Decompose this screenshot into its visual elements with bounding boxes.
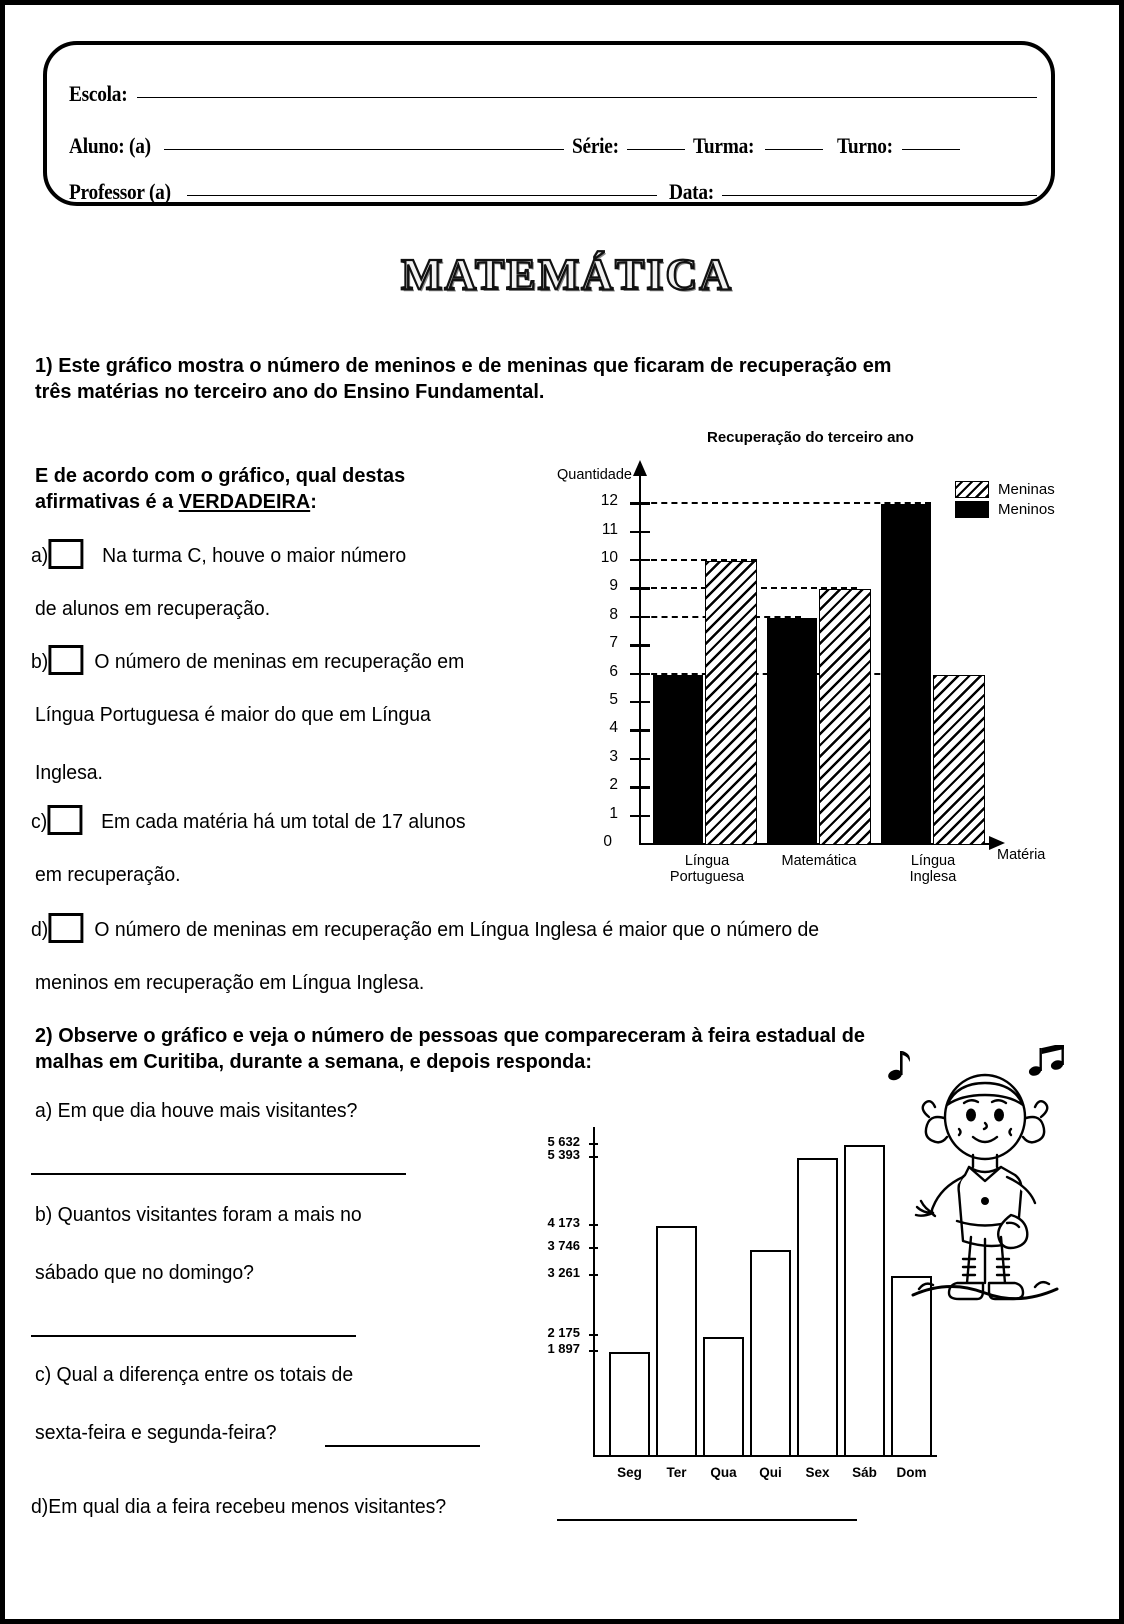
professor-label: Professor (a) [69,179,171,204]
chart1-bar-meninas-lingua-portuguesa [705,561,757,845]
question1-prompt-post: : [310,490,317,513]
question1-prompt-pre: afirmativas é a [35,490,179,513]
chart1-legend-label-meninas: Meninas [998,481,1055,498]
option-b-line3: Inglesa. [35,762,103,784]
escola-row [69,81,1037,107]
chart2-y-axis [593,1127,595,1457]
chart1-ytick-label-10: 10 [600,549,618,566]
question2-item-c-line2: sexta-feira e segunda-feira? [35,1422,277,1444]
chart1-ytick-label-5: 5 [609,691,618,708]
chart2-category-qui: Qui [759,1465,782,1480]
chart2-bar-sex [797,1158,838,1457]
chart2-bar-ter [656,1226,697,1457]
option-a-checkbox[interactable] [48,539,83,569]
data-blank[interactable] [722,195,1037,196]
question2-item-c-answer-blank[interactable] [325,1445,480,1447]
chart1-ytick-label-0: 0 [603,833,612,850]
chart2-ytick-label-5632: 5 632 [547,1134,580,1149]
option-d-letter: d) [31,919,49,941]
question1-prompt-line1: E de acordo com o gráfico, qual destas [35,464,406,487]
option-b-row [31,645,555,675]
option-d-checkbox[interactable] [48,913,83,943]
chart2-ytick-label-5393: 5 393 [547,1147,580,1163]
chart1-legend-item-meninos [955,501,1055,518]
aluno-blank[interactable] [164,149,564,150]
question2-item-b-answer-blank[interactable] [31,1335,356,1337]
option-b-checkbox[interactable] [48,645,83,675]
chart2-bar-seg [609,1352,650,1457]
option-c-line1: Em cada matéria há um total de 17 alunos [101,811,466,833]
chart1-bar-meninos-lingua-portuguesa [653,675,703,845]
chart1-ytick-3 [609,747,650,765]
chart2-ytick-label-4173: 4 173 [547,1214,580,1230]
chart2-ytick-5393 [547,1147,598,1163]
chart1-ytick-label-2: 2 [609,776,618,794]
chart2-category-qua: Qua [710,1465,737,1480]
chart1-legend-swatch-meninas-icon [955,481,989,498]
chart1-cat1-line2: Portuguesa [669,869,745,886]
chart2-ytick-label-2175: 2 175 [547,1325,580,1341]
chart2-ytick-label-3746: 3 746 [547,1238,580,1254]
question1-statement-line2: três matérias no terceiro ano do Ensino Fundamental. [35,380,545,403]
music-note-double-icon [1028,1045,1065,1077]
chart2-ytick-label-3261: 3 261 [547,1265,580,1281]
chart1-ytick-11 [601,520,650,538]
chart1-ytick-label-6: 6 [609,662,618,680]
question2-item-a-line1: a) Em que dia houve mais visitantes? [35,1100,358,1122]
chart2-bar-sab [844,1145,885,1457]
option-c-letter: c) [31,811,48,833]
professor-blank[interactable] [187,195,657,196]
chart2-category-ter: Ter [666,1465,687,1480]
chart-recuperacao-terceiro-ano [551,429,1071,899]
chart1-x-axis-label: Matéria [997,847,1046,863]
chart1-ytick-label-11: 11 [601,520,618,538]
question1-prompt-underlined: VERDADEIRA [178,490,311,513]
chart1-ytick-label-1: 1 [609,804,618,822]
chart1-bar-meninos-lingua-inglesa [881,504,931,845]
question2-item-c-line1: c) Qual a diferença entre os totais de [35,1364,354,1386]
escola-blank[interactable] [137,97,1037,98]
question1-prompt-line2 [35,489,501,514]
option-a-line1: Na turma C, houve o maior número [102,545,407,567]
chart1-cat3-line1: Língua [910,853,956,869]
aluno-label: Aluno: (a) [69,133,151,158]
chart2-ytick-1897 [547,1340,598,1356]
serie-blank[interactable] [627,149,685,150]
chart1-legend-label-meninos: Meninos [998,501,1055,518]
turma-blank[interactable] [765,149,823,150]
aluno-row [69,133,1037,159]
page-title-wrap [5,249,1124,300]
chart1-bar-meninas-matematica [819,589,871,845]
option-c-checkbox[interactable] [47,805,82,835]
option-d-line2: meninos em recuperação em Língua Inglesa. [35,972,425,994]
chart1-ytick-5 [609,691,650,708]
escola-label: Escola: [69,81,128,106]
option-d-row [31,913,1020,943]
chart1-ytick-1 [609,804,650,822]
chart1-category-lingua-portuguesa [647,853,767,885]
chart2-ytick-5632 [547,1134,598,1149]
chart1-bar-meninas-lingua-inglesa [933,675,985,845]
chart2-ytick-label-1897: 1 897 [547,1340,580,1356]
option-c-row [31,805,560,835]
option-a-letter: a) [31,545,49,567]
chart1-cat1-line1: Língua [684,853,730,869]
chart1-ytick-2 [609,776,650,794]
question2-statement-line1: 2) Observe o gráfico e veja o número de pessoas que compareceram à feira estadual de [35,1024,865,1047]
question2-item-d-line1: d)Em qual dia a feira recebeu menos visitantes? [31,1496,447,1518]
chart1-ytick-label-7: 7 [609,634,618,652]
option-a-line2: de alunos em recuperação. [35,598,271,620]
turno-label: Turno: [836,133,893,158]
chart1-title: Recuperação do terceiro ano [707,429,914,446]
question2-statement-line2: malhas em Curitiba, durante a semana, e depois responda: [35,1050,592,1073]
chart1-category-matematica [759,853,879,869]
option-b-line2: Língua Portuguesa é maior do que em Língua [35,704,431,726]
chart1-legend [955,481,1055,521]
chart2-category-seg: Seg [617,1465,642,1480]
chart1-ytick-label-3: 3 [609,747,618,765]
option-c-line2: em recuperação. [35,864,181,886]
student-identification-box [43,41,1055,206]
chart2-bar-qua [703,1337,744,1458]
chart1-ytick-label-8: 8 [609,605,618,623]
chart1-ytick-4 [609,719,650,737]
question1-statement-line1: 1) Este gráfico mostra o número de meninos e de meninas que ficaram de recuperação em [35,354,892,377]
chart1-ytick-label-4: 4 [609,719,618,737]
chart1-ytick-7 [609,634,650,652]
chart1-cat3-line2: Inglesa [909,869,957,886]
chart1-ytick-label-12: 12 [600,492,618,510]
chart1-category-lingua-inglesa [873,853,993,885]
chart2-plot-area [547,1127,933,1480]
chart2-category-sab: Sáb [852,1465,877,1480]
chart2-ytick-3261 [547,1265,598,1281]
question2-item-b-line2: sábado que no domingo? [35,1262,254,1284]
chart1-bar-meninos-matematica [767,618,817,845]
girl-illustration [885,1045,1085,1325]
turma-label: Turma: [693,133,755,158]
option-b-line1: O número de meninas em recuperação em [94,651,465,673]
chart2-ytick-3746 [547,1238,598,1254]
question2-item-a-answer-blank[interactable] [31,1173,406,1175]
chart1-cat2-line1: Matemática [781,853,857,869]
chart2-category-sex: Sex [805,1465,830,1480]
chart2-category-dom: Dom [896,1465,927,1480]
chart2-ytick-4173 [547,1214,598,1230]
data-label: Data: [668,179,714,204]
serie-label: Série: [571,133,619,158]
professor-row [69,179,1037,205]
chart1-legend-swatch-meninos-icon [955,501,989,518]
chart2-ytick-2175 [547,1325,598,1341]
chart1-ytick-label-9: 9 [609,577,618,595]
chart1-y-axis-arrow-icon [633,460,647,476]
option-a-row [31,539,516,569]
question2-item-b-line1: b) Quantos visitantes foram a mais no [35,1204,362,1226]
chart1-y-axis-label: Quantidade [557,467,632,483]
page-title: MATEMÁTICA [400,250,734,299]
chart2-bar-qui [750,1250,791,1458]
music-note-icon [887,1051,910,1082]
question2-item-d-answer-blank[interactable] [557,1519,857,1521]
turno-blank[interactable] [902,149,960,150]
option-d-line1: O número de meninas em recuperação em Língua Inglesa é maior que o número de [94,919,820,941]
chart1-legend-item-meninas [955,481,1055,498]
option-b-letter: b) [31,651,49,673]
